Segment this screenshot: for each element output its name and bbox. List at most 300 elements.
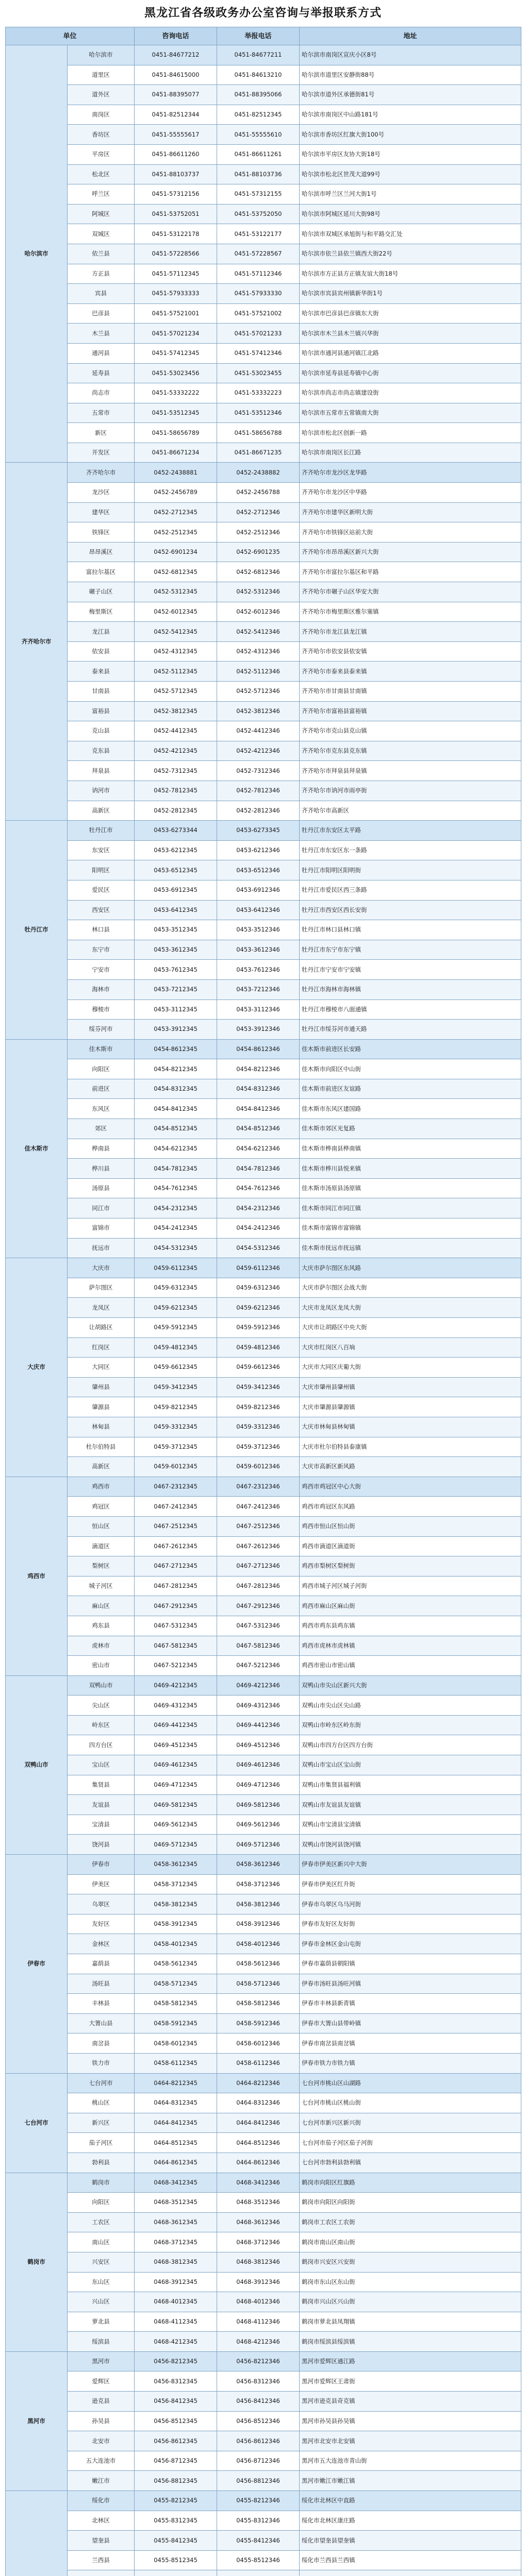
consult-phone-cell: 0451-53122178 [135, 224, 217, 244]
report-phone-cell: 0453-3612346 [217, 940, 300, 960]
address-cell: 黑河市五大连池市青山街 [300, 2451, 521, 2471]
report-phone-cell: 0453-6912346 [217, 880, 300, 900]
table-row [6, 1358, 521, 1378]
consult-phone-cell: 0468-4112345 [135, 2312, 217, 2332]
address-cell: 佳木斯市前进区长安路 [300, 1039, 521, 1059]
table-row [6, 2292, 521, 2312]
unit-cell: 伊春市 [68, 1855, 135, 1875]
consult-phone-cell: 0459-4812345 [135, 1337, 217, 1358]
unit-cell: 桦南县 [68, 1139, 135, 1159]
table-row [6, 2471, 521, 2491]
report-phone-cell: 0455-8412346 [217, 2531, 300, 2551]
report-phone-cell: 0451-88395066 [217, 85, 300, 105]
unit-cell: 伊美区 [68, 1874, 135, 1894]
unit-cell: 嘉荫县 [68, 1954, 135, 1974]
unit-cell: 鸡西市 [68, 1477, 135, 1497]
report-phone-cell: 0464-8512346 [217, 2133, 300, 2153]
address-cell: 绥化市兰西县兰西镇 [300, 2550, 521, 2570]
report-phone-cell: 0453-7212346 [217, 979, 300, 999]
unit-cell: 讷河市 [68, 781, 135, 801]
address-cell: 双鸭山市宝清县宝清镇 [300, 1815, 521, 1835]
consult-phone-cell: 0451-82512344 [135, 105, 217, 125]
table-row [6, 1934, 521, 1954]
unit-cell: 泰来县 [68, 662, 135, 682]
report-phone-cell: 0451-86611261 [217, 144, 300, 164]
consult-phone-cell: 0455-8312345 [135, 2511, 217, 2531]
consult-phone-cell: 0458-3912345 [135, 1914, 217, 1934]
unit-cell: 通河县 [68, 343, 135, 363]
consult-phone-cell: 0456-8312345 [135, 2371, 217, 2392]
table-row [6, 1020, 521, 1040]
address-cell: 大庆市高新区新风路 [300, 1457, 521, 1477]
report-phone-cell: 0467-5212346 [217, 1656, 300, 1676]
address-cell: 鹤岗市萝北县凤翔镇 [300, 2312, 521, 2332]
consult-phone-cell: 0468-4012345 [135, 2292, 217, 2312]
table-row [6, 1675, 521, 1696]
consult-phone-cell: 0452-2712345 [135, 502, 217, 522]
report-phone-cell: 0459-8212346 [217, 1397, 300, 1417]
table-row [6, 1119, 521, 1139]
report-phone-cell: 0453-6273345 [217, 821, 300, 841]
address-cell: 双鸭山市饶河县饶河镇 [300, 1835, 521, 1855]
table-row [6, 1417, 521, 1437]
table-row [6, 65, 521, 85]
consult-phone-cell: 0469-5612345 [135, 1815, 217, 1835]
consult-phone-cell: 0454-8612345 [135, 1039, 217, 1059]
consult-phone-cell: 0452-2812345 [135, 801, 217, 821]
address-cell: 双鸭山市岭东区岭东街 [300, 1715, 521, 1735]
address-cell: 黑河市逊克县奇克镇 [300, 2392, 521, 2412]
address-cell: 牡丹江市穆棱市八面通镇 [300, 999, 521, 1020]
consult-phone-cell: 0459-6312345 [135, 1278, 217, 1298]
table-row [6, 1298, 521, 1318]
address-cell: 双鸭山市集贤县福利镇 [300, 1775, 521, 1795]
consult-phone-cell: 0458-5612345 [135, 1954, 217, 1974]
table-row [6, 1079, 521, 1099]
report-phone-cell: 0459-3712346 [217, 1437, 300, 1457]
address-cell: 双鸭山市尖山区新兴大街 [300, 1675, 521, 1696]
table-row [6, 1656, 521, 1676]
address-cell: 佳木斯市东风区建国路 [300, 1099, 521, 1119]
address-cell: 鹤岗市兴安区兴安街 [300, 2252, 521, 2272]
unit-cell: 松北区 [68, 164, 135, 184]
consult-phone-cell: 0454-8412345 [135, 1099, 217, 1119]
address-cell: 牡丹江市东宁市东宁镇 [300, 940, 521, 960]
unit-cell: 孙吴县 [68, 2411, 135, 2431]
address-cell: 佳木斯市向阳区中山街 [300, 1059, 521, 1079]
consult-phone-cell: 0468-3812345 [135, 2252, 217, 2272]
report-phone-cell: 0451-58656788 [217, 423, 300, 443]
table-row [6, 1397, 521, 1417]
table-row [6, 1059, 521, 1079]
report-phone-cell: 0469-4412346 [217, 1715, 300, 1735]
table-row [6, 2431, 521, 2451]
address-cell: 大庆市萨尔图区会战大街 [300, 1278, 521, 1298]
unit-cell: 东宁市 [68, 940, 135, 960]
report-phone-cell: 0467-2912346 [217, 1596, 300, 1616]
unit-cell: 依安县 [68, 641, 135, 662]
table-row [6, 1974, 521, 1994]
unit-cell: 尚志市 [68, 383, 135, 403]
consult-phone-cell: 0452-4212345 [135, 741, 217, 761]
report-phone-cell: 0451-86671235 [217, 443, 300, 463]
unit-cell [68, 2570, 135, 2576]
unit-cell: 绥滨县 [68, 2332, 135, 2352]
address-cell: 黑河市爱辉区通江路 [300, 2351, 521, 2371]
table-row [6, 1238, 521, 1258]
address-cell: 哈尔滨市双城区承旭街与和平路交汇处 [300, 224, 521, 244]
consult-phone-cell: 0459-3312345 [135, 1417, 217, 1437]
report-phone-cell: 0468-3712346 [217, 2232, 300, 2252]
address-cell: 大庆市大同区庆葡大街 [300, 1358, 521, 1378]
address-cell: 七台河市茄子河区茄子河街 [300, 2133, 521, 2153]
consult-phone-cell: 0467-2712345 [135, 1556, 217, 1577]
report-phone-cell: 0451-53122177 [217, 224, 300, 244]
address-cell: 伊春市大箐山县带岭镇 [300, 2013, 521, 2033]
unit-cell: 饶河县 [68, 1835, 135, 1855]
table-row [6, 2193, 521, 2213]
address-cell: 伊春市伊美区红升街 [300, 1874, 521, 1894]
table-row [6, 303, 521, 324]
address-cell: 伊春市伊美区新兴中大街 [300, 1855, 521, 1875]
report-phone-cell: 0467-2712346 [217, 1556, 300, 1577]
table-row [6, 979, 521, 999]
table-row [6, 1815, 521, 1835]
address-cell: 绥化市北林区中直路 [300, 2491, 521, 2511]
report-phone-cell: 0467-2312346 [217, 1477, 300, 1497]
consult-phone-cell: 0468-3612345 [135, 2212, 217, 2232]
address-cell: 哈尔滨市呼兰区兰河大街1号 [300, 184, 521, 205]
report-phone-cell: 0451-57112346 [217, 264, 300, 284]
report-phone-cell: 0468-4212346 [217, 2332, 300, 2352]
consult-phone-cell: 0452-2512345 [135, 522, 217, 543]
address-cell: 齐齐哈尔市碾子山区华安大街 [300, 582, 521, 602]
report-phone-cell: 0452-5412346 [217, 622, 300, 642]
address-cell: 佳木斯市桦川县悦来镇 [300, 1159, 521, 1179]
unit-cell: 宝山区 [68, 1755, 135, 1775]
unit-cell: 东安区 [68, 840, 135, 860]
table-row [6, 2093, 521, 2113]
unit-cell: 龙凤区 [68, 1298, 135, 1318]
consult-phone-cell: 0458-6112345 [135, 2053, 217, 2073]
address-cell: 哈尔滨市五常市五常镇南大街 [300, 403, 521, 423]
table-row [6, 2033, 521, 2054]
address-cell: 齐齐哈尔市铁锋区站前大街 [300, 522, 521, 543]
consult-phone-cell: 0469-4512345 [135, 1735, 217, 1755]
report-phone-cell: 0456-8312346 [217, 2371, 300, 2392]
address-cell: 齐齐哈尔市龙江县龙江镇 [300, 622, 521, 642]
table-row [6, 1218, 521, 1239]
unit-cell: 新兴区 [68, 2113, 135, 2133]
unit-cell: 兴山区 [68, 2292, 135, 2312]
address-cell: 哈尔滨市南岗区中山路181号 [300, 105, 521, 125]
report-phone-cell: 0459-3312346 [217, 1417, 300, 1437]
consult-phone-cell: 0452-2438881 [135, 463, 217, 483]
consult-phone-cell: 0456-8212345 [135, 2351, 217, 2371]
consult-phone-cell: 0468-4212345 [135, 2332, 217, 2352]
unit-cell: 爱辉区 [68, 2371, 135, 2392]
table-row [6, 1954, 521, 1974]
table-row [6, 403, 521, 423]
table-row [6, 1159, 521, 1179]
table-row [6, 483, 521, 503]
region-cell: 七台河市 [6, 2073, 68, 2173]
table-row [6, 999, 521, 1020]
consult-phone-cell: 0452-5412345 [135, 622, 217, 642]
unit-cell: 高新区 [68, 1457, 135, 1477]
consult-phone-cell: 0467-2612345 [135, 1536, 217, 1556]
report-phone-cell: 0453-3512346 [217, 920, 300, 940]
report-phone-cell: 0464-8212346 [217, 2073, 300, 2093]
consult-phone-cell: 0452-4412345 [135, 721, 217, 741]
consult-phone-cell: 0453-3612345 [135, 940, 217, 960]
consult-phone-cell: 0455-8512345 [135, 2550, 217, 2570]
table-row [6, 940, 521, 960]
address-cell: 哈尔滨市巴彦县巴彦镇东大街 [300, 303, 521, 324]
unit-cell: 茄子河区 [68, 2133, 135, 2153]
consult-phone-cell: 0451-57312156 [135, 184, 217, 205]
unit-cell: 宝清县 [68, 1815, 135, 1835]
unit-cell: 滴道区 [68, 1536, 135, 1556]
address-cell: 齐齐哈尔市拜泉县拜泉镇 [300, 761, 521, 781]
consult-phone-cell: 0459-6012345 [135, 1457, 217, 1477]
address-cell: 哈尔滨市香坊区红旗大街100号 [300, 125, 521, 145]
table-row [6, 184, 521, 205]
address-cell: 鹤岗市南山区南山街 [300, 2232, 521, 2252]
table-row [6, 2272, 521, 2292]
unit-cell: 甘南县 [68, 682, 135, 702]
consult-phone-cell: 0468-3912345 [135, 2272, 217, 2292]
consult-phone-cell: 0456-8812345 [135, 2471, 217, 2491]
report-phone-cell: 0459-6212346 [217, 1298, 300, 1318]
consult-phone-cell: 0467-5212345 [135, 1656, 217, 1676]
table-row [6, 542, 521, 562]
address-cell: 大庆市杜尔伯特县泰康镇 [300, 1437, 521, 1457]
report-phone-cell: 0452-5712346 [217, 682, 300, 702]
address-cell: 大庆市让胡路区中央大街 [300, 1318, 521, 1338]
report-phone-cell: 0458-5812346 [217, 1994, 300, 2014]
report-phone-cell: 0459-4812346 [217, 1337, 300, 1358]
address-cell: 齐齐哈尔市依安县依安镇 [300, 641, 521, 662]
report-phone-cell: 0455-8512346 [217, 2550, 300, 2570]
report-phone-cell: 0468-3612346 [217, 2212, 300, 2232]
table-row [6, 2570, 521, 2576]
table-row [6, 960, 521, 980]
table-row [6, 2451, 521, 2471]
consult-phone-cell: 0451-57412345 [135, 343, 217, 363]
unit-cell: 尖山区 [68, 1696, 135, 1716]
unit-cell: 平房区 [68, 144, 135, 164]
table-row [6, 363, 521, 383]
address-cell: 牡丹江市绥芬河市通天路 [300, 1020, 521, 1040]
address-cell: 双鸭山市宝山区宝山街 [300, 1755, 521, 1775]
unit-cell: 方正县 [68, 264, 135, 284]
report-phone-cell: 0452-2456788 [217, 483, 300, 503]
table-row [6, 2351, 521, 2371]
table-row [6, 343, 521, 363]
unit-cell: 双城区 [68, 224, 135, 244]
address-cell: 鸡西市麻山区麻山街 [300, 1596, 521, 1616]
table-row [6, 860, 521, 880]
consult-phone-cell: 0452-2456789 [135, 483, 217, 503]
unit-cell: 新区 [68, 423, 135, 443]
table-row [6, 204, 521, 224]
table-row [6, 880, 521, 900]
report-phone-cell: 0458-3712346 [217, 1874, 300, 1894]
address-cell: 伊春市嘉荫县朝阳镇 [300, 1954, 521, 1974]
report-phone-cell: 0451-55555610 [217, 125, 300, 145]
address-cell: 双鸭山市尖山区尖山路 [300, 1696, 521, 1716]
report-phone-cell: 0459-3412346 [217, 1377, 300, 1397]
report-phone-cell: 0451-53023455 [217, 363, 300, 383]
table-row [6, 244, 521, 264]
region-cell: 佳木斯市 [6, 1039, 68, 1258]
table-row [6, 2173, 521, 2193]
unit-cell: 富裕县 [68, 701, 135, 721]
table-row [6, 1377, 521, 1397]
region-cell: 鸡西市 [6, 1477, 68, 1675]
address-cell: 牡丹江市宁安市宁安镇 [300, 960, 521, 980]
consult-phone-cell: 0454-7812345 [135, 1159, 217, 1179]
report-phone-cell: 0451-57312155 [217, 184, 300, 205]
unit-cell: 东风区 [68, 1099, 135, 1119]
unit-cell: 林口县 [68, 920, 135, 940]
consult-phone-cell: 0469-5812345 [135, 1795, 217, 1815]
unit-cell: 密山市 [68, 1656, 135, 1676]
consult-phone-cell: 0453-6512345 [135, 860, 217, 880]
table-row [6, 801, 521, 821]
consult-phone-cell: 0464-8312345 [135, 2093, 217, 2113]
consult-phone-cell: 0451-88395077 [135, 85, 217, 105]
unit-cell: 龙沙区 [68, 483, 135, 503]
table-row [6, 1516, 521, 1536]
table-row [6, 144, 521, 164]
consult-phone-cell: 0454-7612345 [135, 1178, 217, 1198]
report-phone-cell: 0468-3412346 [217, 2173, 300, 2193]
unit-cell: 兴安区 [68, 2252, 135, 2272]
report-phone-cell: 0452-4312346 [217, 641, 300, 662]
address-cell: 哈尔滨市松北区创新一路 [300, 423, 521, 443]
address-cell: 佳木斯市抚远市抚远镇 [300, 1238, 521, 1258]
unit-cell: 林甸县 [68, 1417, 135, 1437]
consult-phone-cell: 0451-57112345 [135, 264, 217, 284]
address-cell: 黑河市爱辉区王肃街 [300, 2371, 521, 2392]
address-cell: 齐齐哈尔市克东县克东镇 [300, 741, 521, 761]
report-phone-cell: 0452-4212346 [217, 741, 300, 761]
unit-cell: 麻山区 [68, 1596, 135, 1616]
unit-cell: 杜尔伯特县 [68, 1437, 135, 1457]
table-row [6, 1536, 521, 1556]
address-cell: 哈尔滨市南岗区宣庆小区8号 [300, 45, 521, 65]
consult-phone-cell: 0453-7212345 [135, 979, 217, 999]
address-cell: 齐齐哈尔市讷河市雨亭街 [300, 781, 521, 801]
table-row [6, 443, 521, 463]
table-row [6, 502, 521, 522]
report-phone-cell: 0459-6312346 [217, 1278, 300, 1298]
unit-cell: 香坊区 [68, 125, 135, 145]
consult-phone-cell: 0464-8612345 [135, 2153, 217, 2173]
report-phone-cell: 0458-5712346 [217, 1974, 300, 1994]
unit-cell: 南岔县 [68, 2033, 135, 2054]
unit-cell: 克山县 [68, 721, 135, 741]
address-cell: 鸡西市滴道区滴道街 [300, 1536, 521, 1556]
unit-cell: 友好区 [68, 1914, 135, 1934]
region-cell: 黑河市 [6, 2351, 68, 2490]
consult-phone-cell: 0459-6112345 [135, 1258, 217, 1278]
address-cell: 双鸭山市四方台区四方台街 [300, 1735, 521, 1755]
unit-cell: 勃利县 [68, 2153, 135, 2173]
address-cell: 伊春市南岔县南岔镇 [300, 2033, 521, 2054]
table-row [6, 2332, 521, 2352]
unit-cell: 富锦市 [68, 1218, 135, 1239]
unit-cell: 工农区 [68, 2212, 135, 2232]
report-phone-cell: 0451-53512346 [217, 403, 300, 423]
unit-cell: 七台河市 [68, 2073, 135, 2093]
unit-cell: 梨树区 [68, 1556, 135, 1577]
consult-phone-cell: 0467-2412345 [135, 1497, 217, 1517]
consult-phone-cell: 0467-2812345 [135, 1576, 217, 1596]
unit-cell: 嫩江市 [68, 2471, 135, 2491]
report-phone-cell: 0451-57521002 [217, 303, 300, 324]
unit-cell: 虎林市 [68, 1636, 135, 1656]
unit-cell: 乌翠区 [68, 1894, 135, 1914]
unit-cell: 四方台区 [68, 1735, 135, 1755]
report-phone-cell: 0468-3912346 [217, 2272, 300, 2292]
unit-cell: 穆棱市 [68, 999, 135, 1020]
address-cell: 伊春市汤旺县汤旺河镇 [300, 1974, 521, 1994]
table-row [6, 1735, 521, 1755]
unit-cell: 同江市 [68, 1198, 135, 1218]
consult-phone-cell: 0451-53512345 [135, 403, 217, 423]
unit-cell: 阿城区 [68, 204, 135, 224]
consult-phone-cell: 0451-57228566 [135, 244, 217, 264]
unit-cell: 绥芬河市 [68, 1020, 135, 1040]
consult-phone-cell: 0467-5312345 [135, 1616, 217, 1636]
unit-cell: 向阳区 [68, 1059, 135, 1079]
consult-phone-cell: 0452-6901234 [135, 542, 217, 562]
table-row [6, 1775, 521, 1795]
address-cell: 鸡西市鸡冠区中心大街 [300, 1477, 521, 1497]
consult-phone-cell: 0452-4312345 [135, 641, 217, 662]
table-row [6, 1337, 521, 1358]
unit-cell: 汤原县 [68, 1178, 135, 1198]
unit-cell: 富拉尔基区 [68, 562, 135, 582]
address-cell: 七台河市桃山区桃山街 [300, 2093, 521, 2113]
unit-cell: 阳明区 [68, 860, 135, 880]
consult-phone-cell: 0455-8212345 [135, 2491, 217, 2511]
address-cell: 大庆市肇源县肇源镇 [300, 1397, 521, 1417]
consult-phone-cell: 0468-3512345 [135, 2193, 217, 2213]
report-phone-cell: 0467-2812346 [217, 1576, 300, 1596]
consult-phone-cell: 0467-5812345 [135, 1636, 217, 1656]
report-phone-cell: 0452-2812346 [217, 801, 300, 821]
report-phone-cell: 0453-6512346 [217, 860, 300, 880]
table-row [6, 2073, 521, 2093]
consult-phone-cell: 0454-2412345 [135, 1218, 217, 1239]
report-phone-cell: 0469-4312346 [217, 1696, 300, 1716]
table-row [6, 682, 521, 702]
unit-cell: 大庆市 [68, 1258, 135, 1278]
table-row [6, 1258, 521, 1278]
address-cell: 黑河市北安市北安镇 [300, 2431, 521, 2451]
report-phone-cell: 0451-53332223 [217, 383, 300, 403]
unit-cell: 兰西县 [68, 2550, 135, 2570]
table-row [6, 2312, 521, 2332]
table-row [6, 1457, 521, 1477]
report-phone-cell: 0468-4112346 [217, 2312, 300, 2332]
table-row [6, 284, 521, 304]
consult-phone-cell: 0456-8512345 [135, 2411, 217, 2431]
